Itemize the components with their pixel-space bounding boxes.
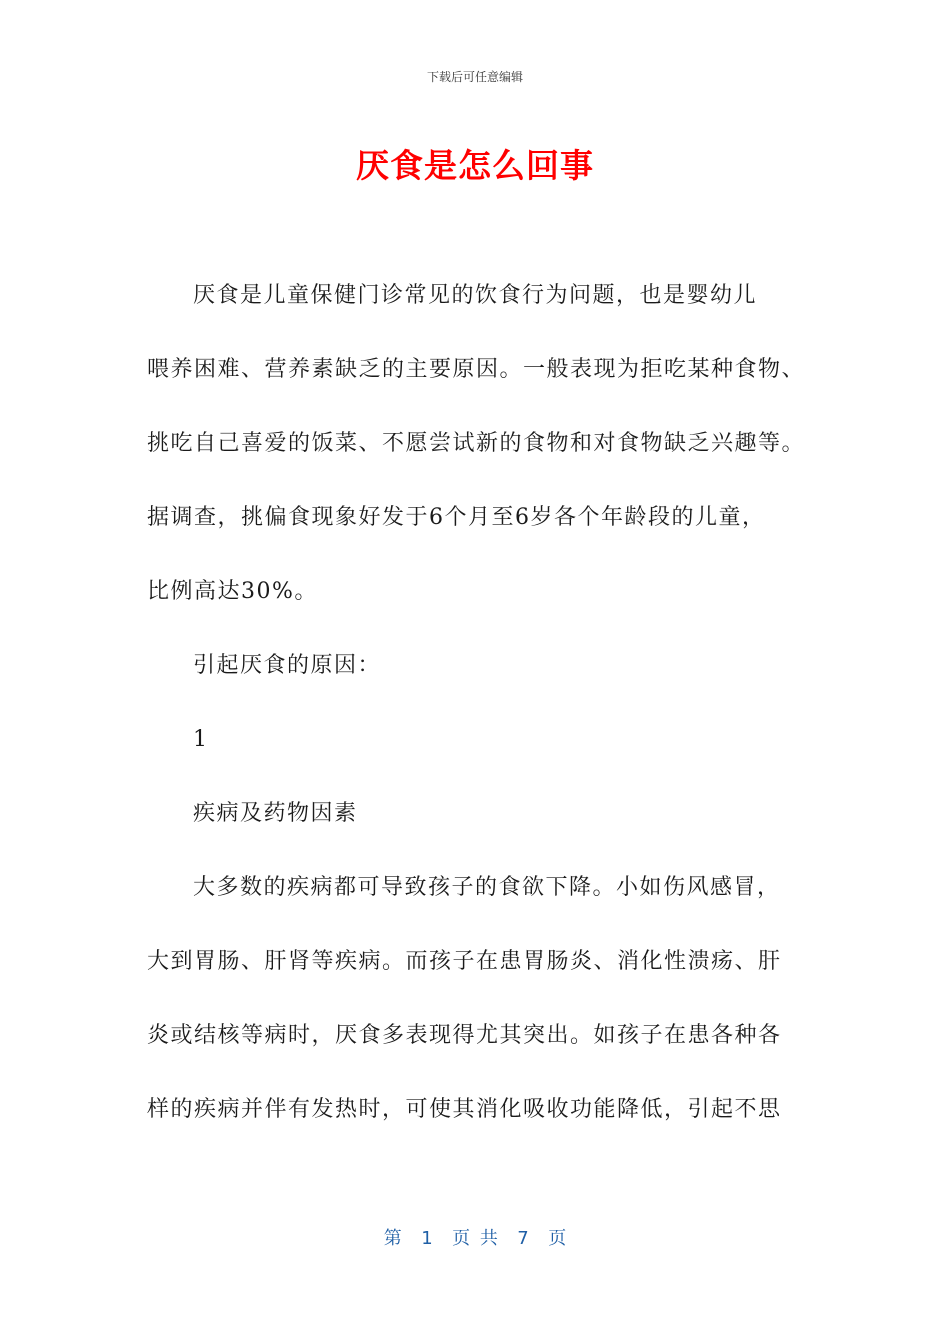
paragraph-line: 据调查，挑偏食现象好发于6个月至6岁各个年龄段的儿童， (147, 505, 766, 530)
section-heading: 引起厌食的原因： (193, 653, 382, 678)
page-footer (0, 1224, 950, 1250)
paragraph-line: 挑吃自己喜爱的饭菜、不愿尝试新的食物和对食物缺乏兴趣等。 (147, 431, 806, 456)
document-title: 厌食是怎么回事 (356, 146, 594, 185)
paragraph-line: 喂养困难、营养素缺乏的主要原因。一般表现为拒吃某种食物、 (147, 357, 806, 382)
paragraph-line: 比例高达30%。 (147, 579, 318, 604)
section-subheading: 疾病及药物因素 (193, 801, 358, 826)
paragraph-line: 样的疾病并伴有发热时，可使其消化吸收功能降低，引起不思 (147, 1097, 782, 1122)
section-number: 1 (193, 727, 209, 752)
page-number-text: 第 1 页 共 7 页 (383, 1228, 567, 1249)
paragraph-line: 厌食是儿童保健门诊常见的饮食行为问题，也是婴幼儿 (193, 283, 758, 308)
document-body (147, 272, 817, 1160)
paragraph-line: 炎或结核等病时，厌食多表现得尤其突出。如孩子在患各种各 (147, 1023, 782, 1048)
paragraph-line: 大多数的疾病都可导致孩子的食欲下降。小如伤风感冒， (193, 875, 781, 900)
paragraph-line: 大到胃肠、肝肾等疾病。而孩子在患胃肠炎、消化性溃疡、肝 (147, 949, 782, 974)
header-note: 下载后可任意编辑 (426, 70, 523, 84)
